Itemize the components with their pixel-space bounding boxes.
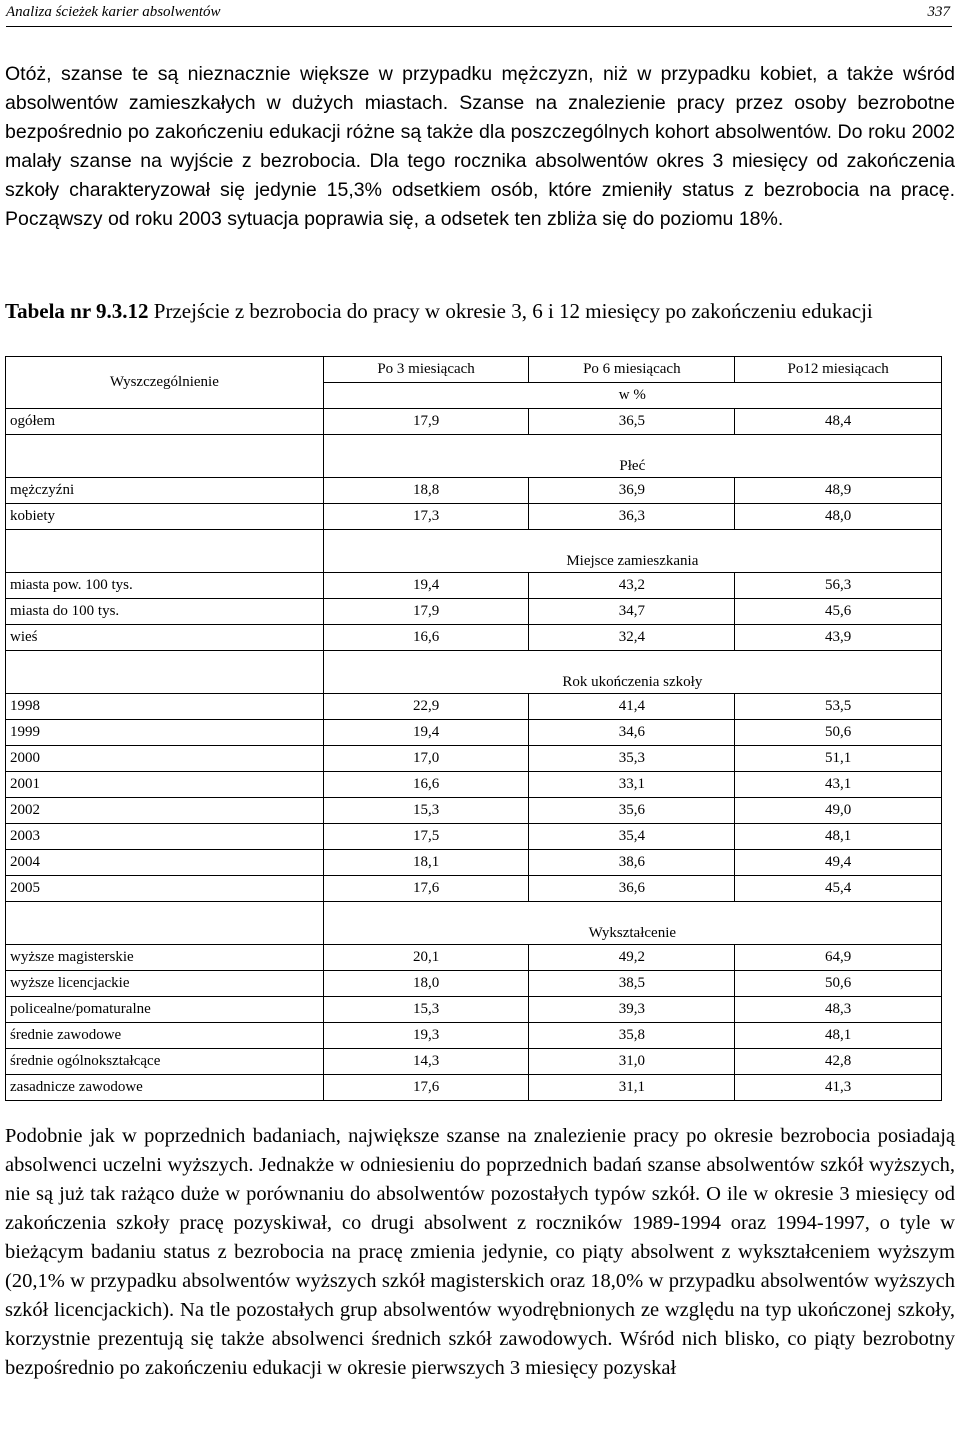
value-cell: 20,1: [323, 945, 529, 971]
table-title: Przejście z bezrobocia do pracy w okresie 3, 6 i 12 miesięcy po zakończeniu edukacji: [153, 299, 873, 323]
value-cell: 48,1: [735, 824, 942, 850]
column-header: Po 6 miesiącach: [529, 357, 735, 383]
table-row: [6, 876, 942, 902]
value-cell: 38,5: [529, 971, 735, 997]
value-cell: 43,2: [529, 573, 735, 599]
table-row: [6, 599, 942, 625]
outro-paragraph: Podobnie jak w poprzednich badaniach, największe szanse na znalezienie pracy po okresie bezrobocia posiadają absolwenci uczelni wyższych. Jednakże w odniesieniu do poprzednich badań szanse absolwentów szkół wyższych, nie są już tak rażąco duże w porównaniu do absolwentów pozostałych typów szkół. O ile w okresie 3 miesięcy od zakończenia szkoły pracę pozyskiwał, co drugi absolwent z roczników 1989-1994 oraz 1994-1997, o tyle w bieżącym badaniu status z bezrobocia na pracę zmienia jedynie, co piąty absolwent z wykształceniem wyższym (20,1% w przypadku absolwentów wyższych szkół magisterskich oraz 18,0% w przypadku absolwentów wyższych szkół licencjackich). Na tle pozostałych grup absolwentów wyodrębnionych ze względu na typ ukończonej szkoły, korzystnie prezentują się także absolwenci średnich szkół zawodowych. Wśród nich blisko, co piąty bezrobotny bezpośrednio po zakończeniu edukacji w okresie pierwszych 3 miesięcy pozyskał: [5, 1125, 955, 1379]
page-header: [6, 2, 952, 27]
value-cell: 39,3: [529, 997, 735, 1023]
value-cell: 36,5: [529, 409, 735, 435]
value-cell: 50,6: [735, 720, 942, 746]
column-header: Po12 miesiącach: [735, 357, 942, 383]
value-cell: 35,8: [529, 1023, 735, 1049]
column-header: Po 3 miesiącach: [323, 357, 529, 383]
table-row: [6, 824, 942, 850]
value-cell: 17,3: [323, 504, 529, 530]
value-cell: 14,3: [323, 1049, 529, 1075]
value-cell: 42,8: [735, 1049, 942, 1075]
row-label: miasta pow. 100 tys.: [6, 573, 324, 599]
row-label: średnie ogólnokształcące: [6, 1049, 324, 1075]
table-row: [6, 573, 942, 599]
value-cell: 41,4: [529, 694, 735, 720]
value-cell: 45,4: [735, 876, 942, 902]
value-cell: 49,0: [735, 798, 942, 824]
section-header-row: [6, 902, 942, 945]
row-label: 2002: [6, 798, 324, 824]
value-cell: 51,1: [735, 746, 942, 772]
row-label: średnie zawodowe: [6, 1023, 324, 1049]
value-cell: 64,9: [735, 945, 942, 971]
table-row: [6, 409, 942, 435]
row-label: 2005: [6, 876, 324, 902]
row-label: 2001: [6, 772, 324, 798]
value-cell: 48,1: [735, 1023, 942, 1049]
row-label: 2000: [6, 746, 324, 772]
value-cell: 18,0: [323, 971, 529, 997]
section-blank-cell: [6, 651, 324, 694]
table-row: [6, 850, 942, 876]
row-label: 2003: [6, 824, 324, 850]
table-row: [6, 478, 942, 504]
value-cell: 35,3: [529, 746, 735, 772]
row-label: 2004: [6, 850, 324, 876]
table-row: [6, 504, 942, 530]
value-cell: 43,9: [735, 625, 942, 651]
intro-paragraph: Otóż, szanse te są nieznacznie większe w przypadku mężczyzn, niż w przypadku kobiet, a także wśród absolwentów zamieszkałych w dużych miastach. Szanse na znalezienie pracy przez osoby bezrobotne bezpośrednio po zakończeniu edukacji różne są także dla poszczególnych kohort absolwentów. Do roku 2002 malały szanse na wyjście z bezrobocia. Dla tego rocznika absolwentów okres 3 miesięcy od zakończenia szkoły charakteryzował się jedynie 15,3% odsetkiem osób, które zmieniły status z bezrobocia na pracę. Począwszy od roku 2003 sytuacja poprawia się, a odsetek ten zbliża się do poziomu 18%.: [5, 63, 955, 230]
value-cell: 49,4: [735, 850, 942, 876]
value-cell: 19,4: [323, 720, 529, 746]
value-cell: 31,1: [529, 1075, 735, 1101]
value-cell: 50,6: [735, 971, 942, 997]
value-cell: 17,0: [323, 746, 529, 772]
table-row: [6, 997, 942, 1023]
row-label: policealne/pomaturalne: [6, 997, 324, 1023]
value-cell: 34,6: [529, 720, 735, 746]
value-cell: 56,3: [735, 573, 942, 599]
value-cell: 33,1: [529, 772, 735, 798]
value-cell: 17,6: [323, 876, 529, 902]
value-cell: 36,3: [529, 504, 735, 530]
section-title: Wykształcenie: [323, 902, 941, 945]
value-cell: 48,0: [735, 504, 942, 530]
table-row: [6, 1075, 942, 1101]
section-blank-cell: [6, 530, 324, 573]
value-cell: 18,8: [323, 478, 529, 504]
section-header-row: [6, 651, 942, 694]
value-cell: 32,4: [529, 625, 735, 651]
unit-cell: w %: [323, 383, 941, 409]
section-title: Rok ukończenia szkoły: [323, 651, 941, 694]
table-row: [6, 945, 942, 971]
value-cell: 17,9: [323, 409, 529, 435]
section-title: Płeć: [323, 435, 941, 478]
value-cell: 34,7: [529, 599, 735, 625]
row-label: miasta do 100 tys.: [6, 599, 324, 625]
value-cell: 22,9: [323, 694, 529, 720]
value-cell: 17,6: [323, 1075, 529, 1101]
value-cell: 48,4: [735, 409, 942, 435]
row-label: kobiety: [6, 504, 324, 530]
value-cell: 16,6: [323, 772, 529, 798]
section-blank-cell: [6, 435, 324, 478]
section-header-row: [6, 435, 942, 478]
value-cell: 48,9: [735, 478, 942, 504]
table-number: Tabela nr 9.3.12: [5, 299, 149, 323]
value-cell: 17,5: [323, 824, 529, 850]
table-row: [6, 625, 942, 651]
table-row: [6, 1049, 942, 1075]
table-caption: [5, 296, 955, 326]
value-cell: 36,9: [529, 478, 735, 504]
row-label: 1998: [6, 694, 324, 720]
data-table: [5, 356, 942, 1101]
value-cell: 35,6: [529, 798, 735, 824]
value-cell: 48,3: [735, 997, 942, 1023]
row-label: 1999: [6, 720, 324, 746]
row-label: ogółem: [6, 409, 324, 435]
table-row: [6, 971, 942, 997]
running-title: Analiza ścieżek karier absolwentów: [6, 4, 221, 20]
section-title: Miejsce zamieszkania: [323, 530, 941, 573]
table-row: [6, 720, 942, 746]
section-blank-cell: [6, 902, 324, 945]
value-cell: 45,6: [735, 599, 942, 625]
value-cell: 36,6: [529, 876, 735, 902]
table-row: [6, 798, 942, 824]
value-cell: 18,1: [323, 850, 529, 876]
row-header-cell: Wyszczególnienie: [6, 357, 324, 409]
row-label: zasadnicze zawodowe: [6, 1075, 324, 1101]
value-cell: 41,3: [735, 1075, 942, 1101]
table-row: [6, 772, 942, 798]
value-cell: 38,6: [529, 850, 735, 876]
table-row: [6, 1023, 942, 1049]
value-cell: 35,4: [529, 824, 735, 850]
section-header-row: [6, 530, 942, 573]
row-label: wyższe licencjackie: [6, 971, 324, 997]
table-row: [6, 694, 942, 720]
row-label: wieś: [6, 625, 324, 651]
value-cell: 53,5: [735, 694, 942, 720]
row-label: wyższe magisterskie: [6, 945, 324, 971]
page-number: 337: [927, 4, 950, 20]
value-cell: 49,2: [529, 945, 735, 971]
value-cell: 15,3: [323, 997, 529, 1023]
value-cell: 15,3: [323, 798, 529, 824]
table-row: [6, 746, 942, 772]
value-cell: 16,6: [323, 625, 529, 651]
value-cell: 19,4: [323, 573, 529, 599]
table-header-row: [6, 357, 942, 383]
value-cell: 43,1: [735, 772, 942, 798]
value-cell: 19,3: [323, 1023, 529, 1049]
row-label: mężczyźni: [6, 478, 324, 504]
value-cell: 31,0: [529, 1049, 735, 1075]
value-cell: 17,9: [323, 599, 529, 625]
